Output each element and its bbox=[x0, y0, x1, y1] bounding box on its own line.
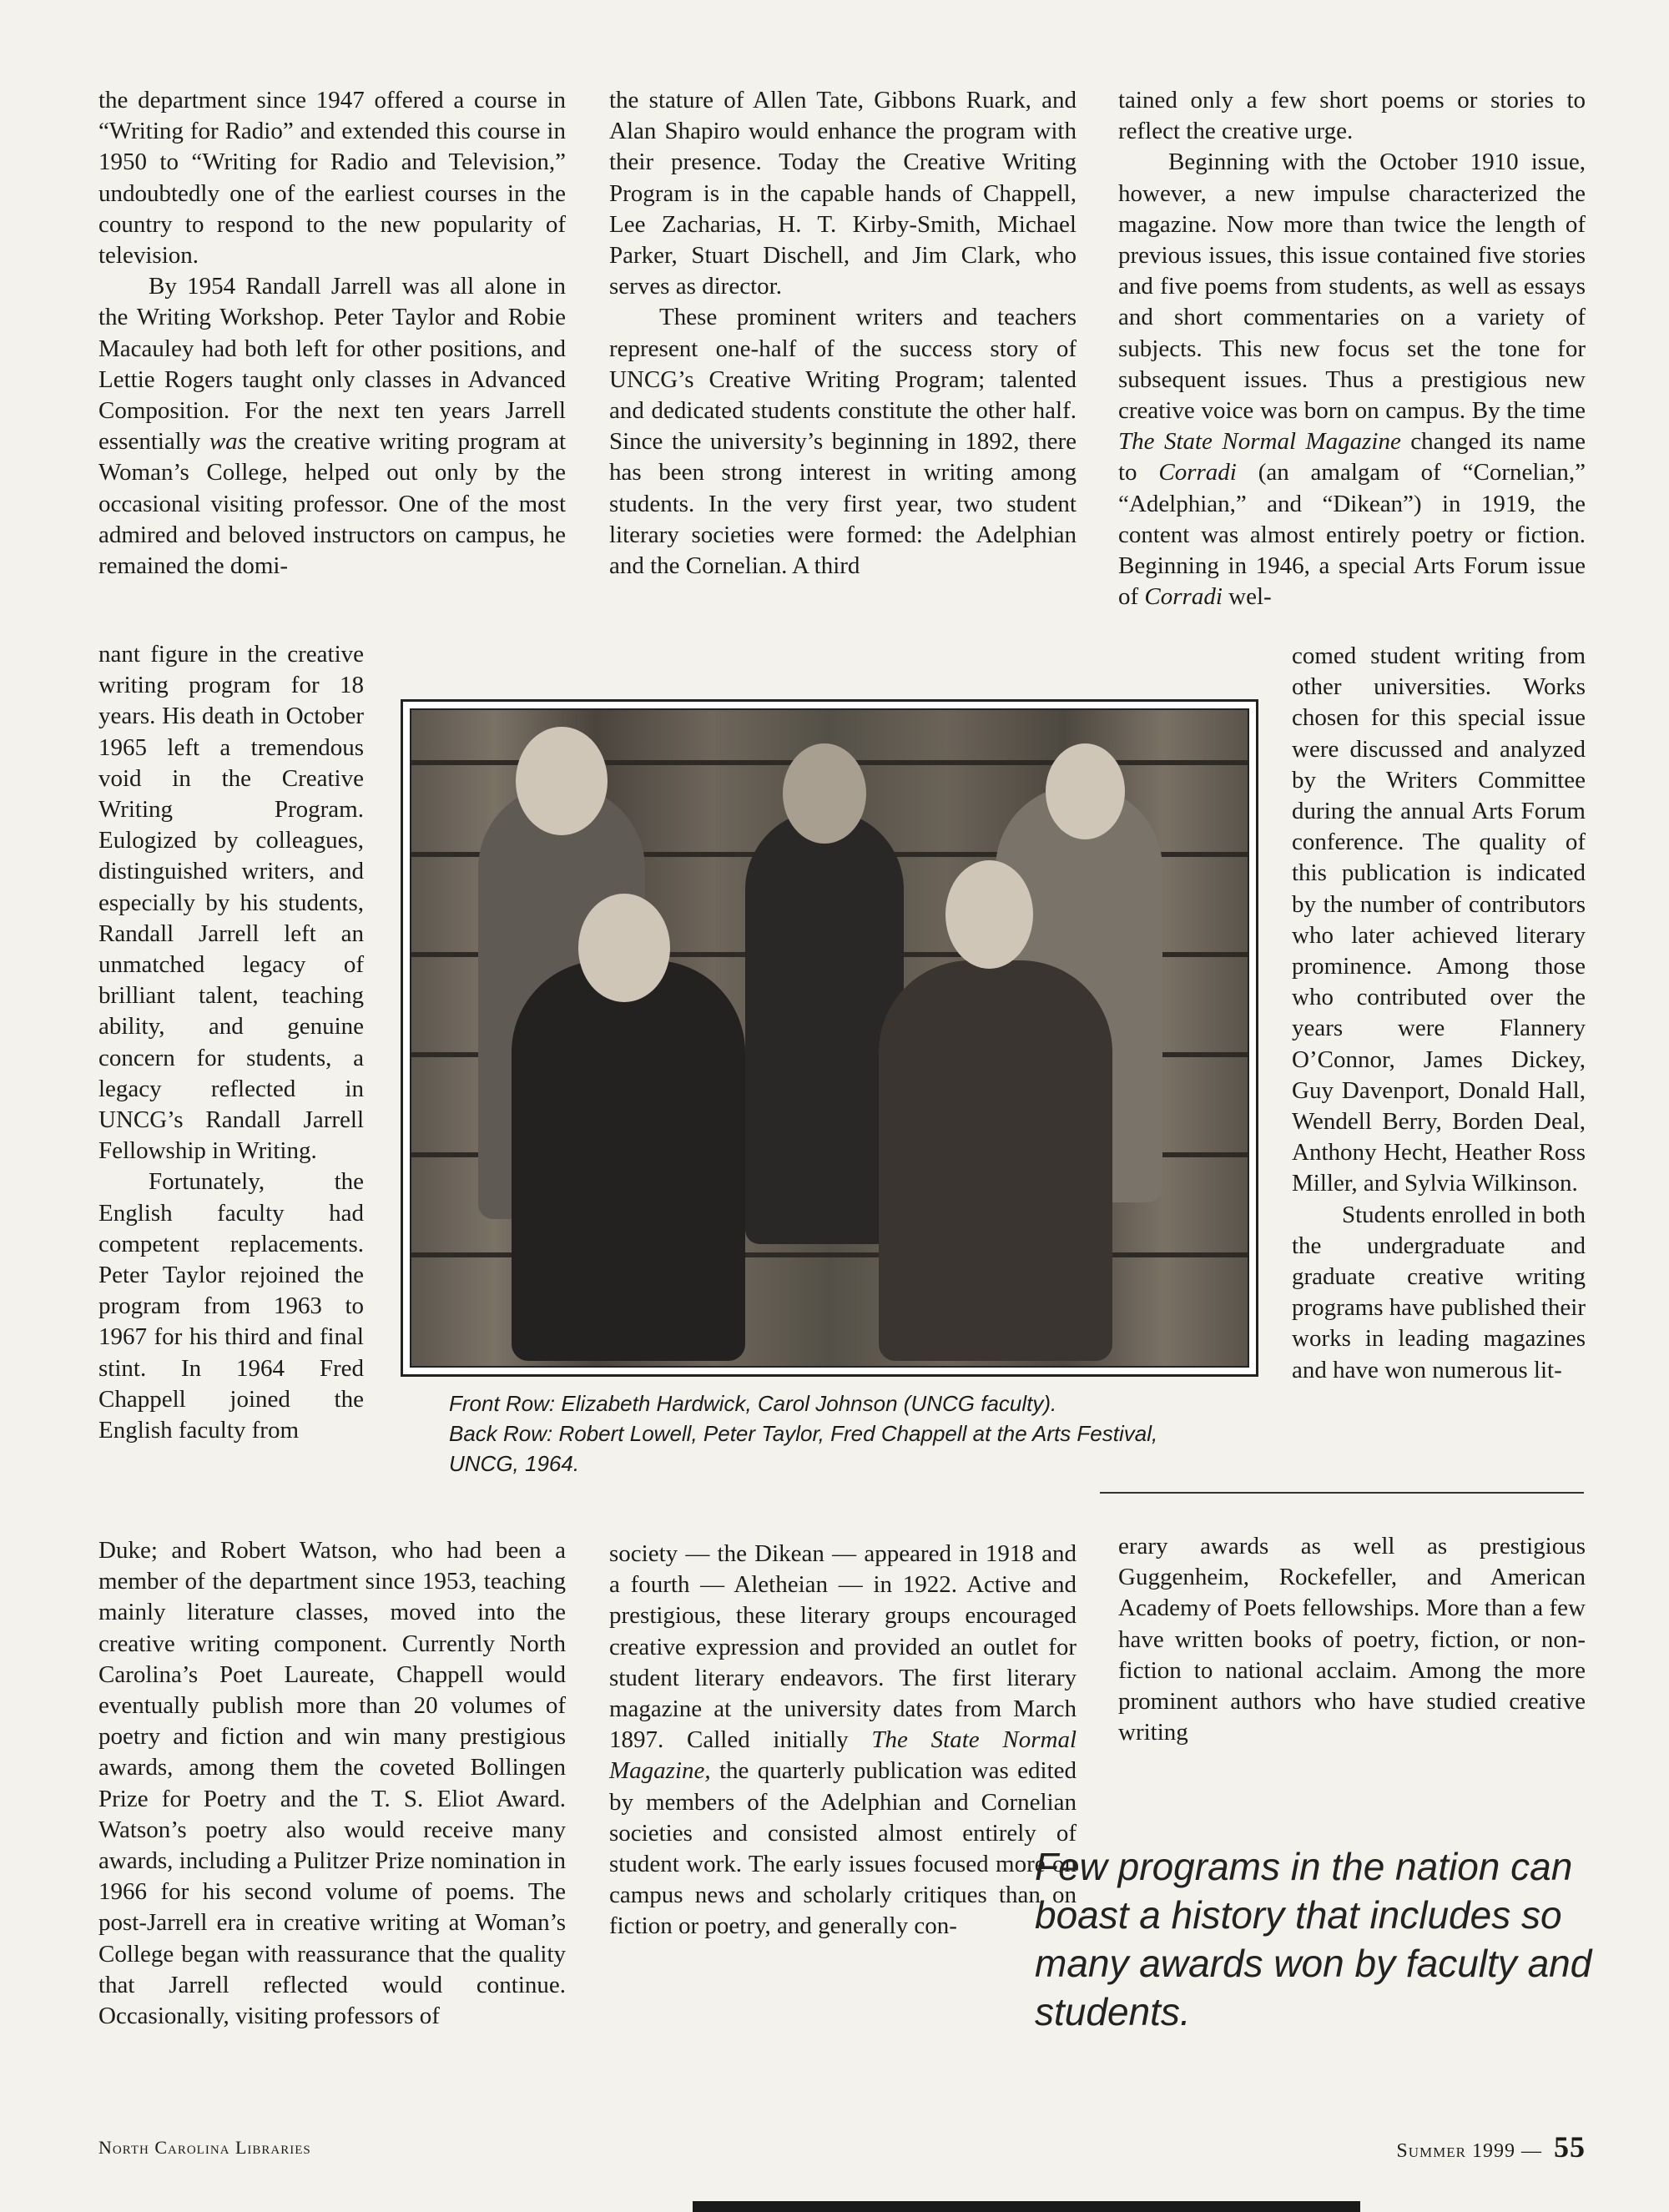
emphasis: was bbox=[209, 428, 247, 456]
issue-label: Summer 1999 — bbox=[1396, 2140, 1542, 2162]
text-run: wel- bbox=[1228, 583, 1272, 611]
text-run: changed its name to bbox=[1118, 428, 1586, 486]
emphasis: Corradi bbox=[1144, 583, 1223, 611]
divider bbox=[1100, 1492, 1584, 1494]
group-photo bbox=[410, 708, 1249, 1368]
caption-line: Front Row: Elizabeth Hardwick, Carol Johnson (UNCG faculty). bbox=[449, 1391, 1057, 1416]
group-photo-frame bbox=[401, 699, 1258, 1377]
text-run: society — the Dikean — appeared in 1918 and a fourth — Aletheian — in 1922. Active and prestigious, these literary groups encouraged creative expression and provided an outlet for student literary endeavors. The first literary magazine at the university dates from March 1897. Called initially bbox=[609, 1540, 1077, 1754]
text-run: (an amalgam of “Cornelian,” “Adelphian,” and “Dikean”) in 1919, the content was almost entirely poetry or fiction. Beginning in 1946, a special Arts Forum issue of bbox=[1118, 459, 1586, 611]
caption-line: Back Row: Robert Lowell, Peter Taylor, Fred Chappell at the Arts Festival, UNCG, 1964. bbox=[449, 1421, 1158, 1476]
photo-caption bbox=[449, 1388, 1233, 1479]
column-2-top bbox=[609, 85, 1077, 582]
paragraph: nant figure in the creative writing program for 18 years. His death in October 1965 left a tremendous void in the Creative Writing Program. Eulogized by colleagues, distinguished writers, and especially by his students, Randall Jarrell left an unmatched legacy of brilliant talent, teaching ability, and genuine concern for students, a legacy reflected in UNCG’s Randall Jarrell Fellowship in Writing. bbox=[98, 641, 364, 1165]
text-run: By 1954 Randall Jarrell was all alone in the Writing Workshop. Peter Taylor and Robie Macauley had both left for other positions, and Lettie Rogers taught only classes in Advanced Composition. For the next ten years Jarrell essentially bbox=[98, 273, 566, 456]
paragraph: comed student writing from other universities. Works chosen for this special issue were discussed and analyzed by the Writers Committee during the annual Arts Forum conference. The quality of this publication is indicated by the number of contributors who later achieved literary prominence. Among those who contributed over the years were Flannery O’Connor, James Dickey, Guy Davenport, Donald Hall, Wendell Berry, Borden Deal, Anthony Hecht, Heather Ross Miller, and Sylvia Wilkinson. bbox=[1292, 642, 1586, 1197]
text-run: the quarterly publication was edited by members of the Adelphian and Cornelian societies and consisted almost entirely of student work. The early issues focused more on campus news and scholarly critiques than on fiction or poetry, and generally con- bbox=[609, 1757, 1077, 1940]
column-2-bottom bbox=[609, 1539, 1077, 1942]
emphasis: Corradi bbox=[1158, 459, 1237, 486]
paragraph bbox=[609, 1539, 1077, 1942]
paragraph: tained only a few short poems or stories to reflect the creative urge. bbox=[1118, 87, 1586, 145]
text-run: the creative writing program at Woman’s College, helped out only by the occasional visiting professor. One of the most admired and beloved instructors on campus, he remained the domi- bbox=[98, 428, 567, 580]
page-number: 55 bbox=[1554, 2130, 1586, 2164]
paragraph: Students enrolled in both the undergraduate and graduate creative writing programs have published their works in leading magazines and have won numerous lit- bbox=[1292, 1201, 1586, 1383]
column-3-top bbox=[1118, 85, 1586, 612]
paragraph: the department since 1947 offered a course in “Writing for Radio” and extended this course in 1950 to “Writing for Radio and Television,” undoubtedly one of the earliest courses in the country to respond to the new popularity of television. bbox=[98, 87, 566, 270]
column-1-top bbox=[98, 85, 566, 582]
column-3-beside-photo bbox=[1292, 641, 1586, 1386]
emphasis: The State Normal Magazine, bbox=[609, 1726, 1077, 1785]
column-3-bottom bbox=[1118, 1531, 1586, 1748]
emphasis: The State Normal Magazine bbox=[1118, 428, 1401, 456]
next-page-edge bbox=[693, 2201, 1360, 2212]
paragraph: Duke; and Robert Watson, who had been a member of the department since 1953, teaching mainly literature classes, moved into the creative writing component. Currently North Carolina’s Poet Laureate, Chappell would eventually publish more than 20 volumes of poetry and fiction and win many prestigious awards, among them the coveted Bollingen Prize for Poetry and the T. S. Eliot Award. Watson’s poetry also would receive many awards, including a Pulitzer Prize nomination in 1966 for his second volume of poems. The post-Jarrell era in creative writing at Woman’s College began with reassurance that the quality that Jarrell reflected would continue. Occasionally, visiting professors of bbox=[98, 1537, 566, 2030]
paragraph: erary awards as well as prestigious Guggenheim, Rockefeller, and American Academy of Poets fellowships. More than a few have written books of poetry, fiction, or non-fiction to national acclaim. Among the more prominent authors who have studied creative writing bbox=[1118, 1533, 1586, 1746]
paragraph: the stature of Allen Tate, Gibbons Ruark, and Alan Shapiro would enhance the program with their presence. Today the Creative Writing Program is in the capable hands of Chappell, Lee Zacharias, H. T. Kirby-Smith, Michael Parker, Stuart Dischell, and Jim Clark, who serves as director. bbox=[609, 87, 1077, 300]
paragraph bbox=[1118, 147, 1586, 612]
column-1-beside-photo bbox=[98, 639, 364, 1446]
footer-publication: North Carolina Libraries bbox=[98, 2137, 311, 2158]
text-run: Beginning with the October 1910 issue, however, a new impulse characterized the magazine. Now more than twice the length of previous issues, this issue contained five stories and five poems from students, as well as essays and short commentaries on a variety of subjects. This new focus set the tone for subsequent issues. Thus a prestigious new creative voice was born on campus. By the time bbox=[1118, 149, 1586, 425]
paragraph: Fortunately, the English faculty had competent replacements. Peter Taylor rejoined the program from 1963 to 1967 for his third and final stint. In 1964 Fred Chappell joined the English faculty from bbox=[98, 1168, 364, 1444]
pull-quote: Few programs in the nation can boast a history that includes so many awards won by faculty and students. bbox=[1035, 1845, 1592, 2033]
footer-issue bbox=[1396, 2129, 1586, 2164]
paragraph bbox=[98, 271, 566, 582]
paragraph: These prominent writers and teachers represent one-half of the success story of UNCG’s Creative Writing Program; talented and dedicated students constitute the other half. Since the university’s beginning in 1892, there has been strong interest in writing among students. In the very first year, two student literary societies were formed: the Adelphian and the Cornelian. A third bbox=[609, 304, 1077, 580]
column-1-bottom bbox=[98, 1535, 566, 2032]
